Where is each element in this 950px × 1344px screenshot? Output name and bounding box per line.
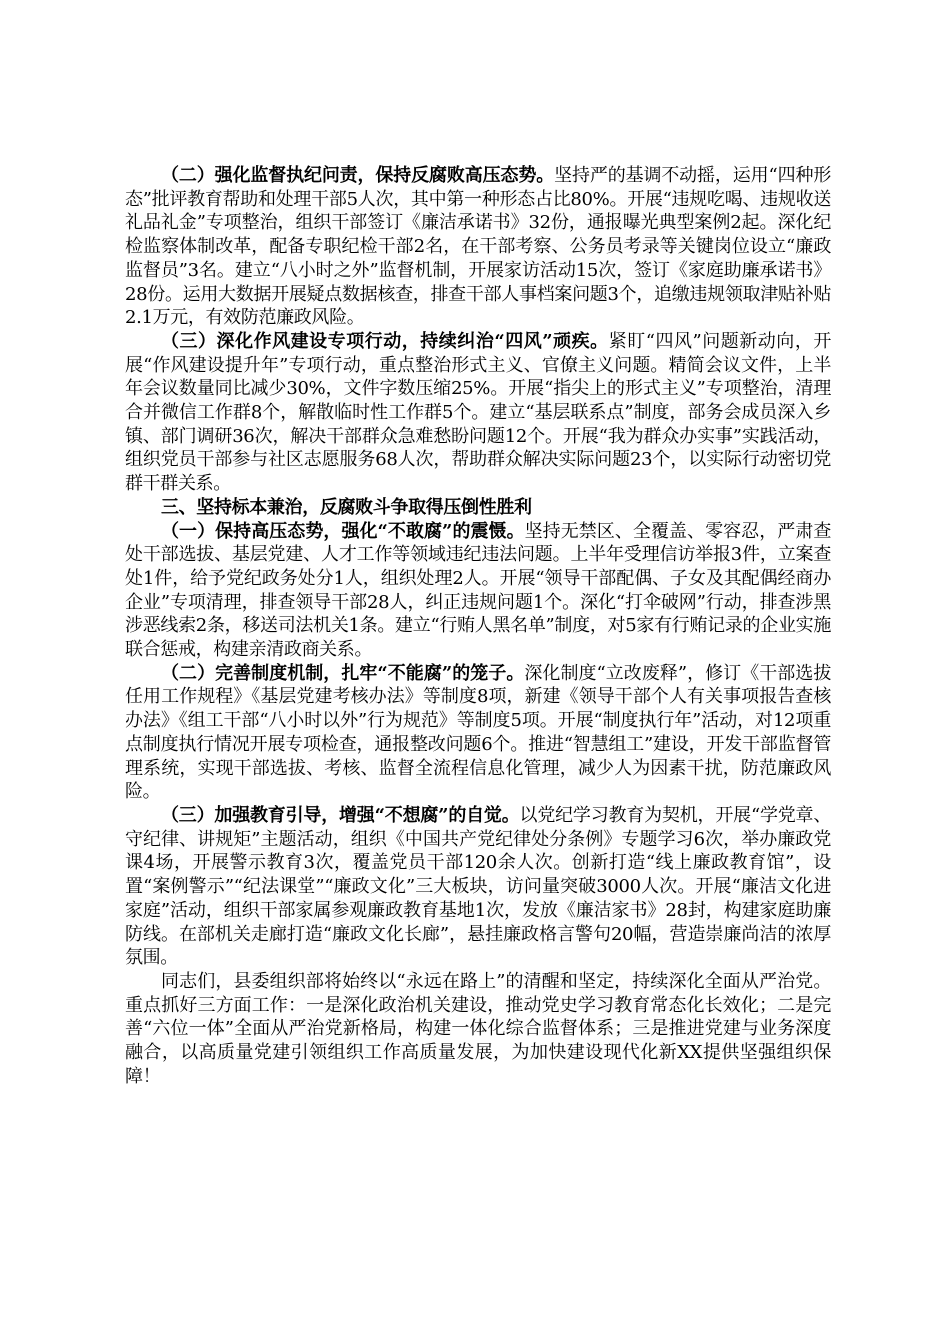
paragraph-dare-not bbox=[125, 520, 831, 662]
paragraph-body: 坚持严的基调不动摇，运用“四种形态”批评教育帮助和处理干部5人次，其中第一种形态占比80%。开展“违规吃喝、违规收送礼品礼金”专项整治，组织干部签订《廉洁承诺书》32份，通报曝光典型案例2起。深化纪检监察体制改革，配备专职纪检干部2名，在干部考察、公务员考录等关键岗位设立“廉政监督员”3名。建立“八小时之外”监督机制，开展家访活动15次，签订《家庭助廉承诺书》28份。运用大数据开展疑点数据核查，排查干部人事档案问题3个，追缴违规领取津贴补贴2.1万元，有效防范廉政风险。 bbox=[125, 165, 831, 329]
paragraph-work-style bbox=[125, 330, 831, 496]
paragraph-lead: （三）加强教育引导，增强“不想腐”的自觉。 bbox=[161, 804, 520, 826]
paragraph-lead: （二）强化监督执纪问责，保持反腐败高压态势。 bbox=[161, 165, 555, 186]
paragraph-supervision bbox=[125, 164, 831, 330]
paragraph-lead: （一）保持高压态势，强化“不敢腐”的震慑。 bbox=[161, 520, 525, 542]
section-heading: 三、坚持标本兼治，反腐败斗争取得压倒性胜利 bbox=[161, 496, 532, 518]
document-page bbox=[125, 164, 831, 1088]
paragraph-closing bbox=[125, 970, 831, 1089]
paragraph-lead: （三）深化作风建设专项行动，持续纠治“四风”顽疾。 bbox=[161, 330, 609, 352]
paragraph-body: 以党纪学习教育为契机，开展“学党章、守纪律、讲规矩”主题活动，组织《中国共产党纪律处分条例》专题学习6次，举办廉政党课4场，开展警示教育3次，覆盖党员干部120余人次。创新打造“线上廉政教育馆”，设置“案例警示”“纪法课堂”“廉政文化”三大板块，访问量突破3000人次。开展“廉洁文化进家庭”活动，组织干部家属参观廉政教育基地1次，发放《廉洁家书》28封，构建家庭助廉防线。在部机关走廊打造“廉政文化长廊”，悬挂廉政格言警句20幅，营造崇廉尚洁的浓厚氛围。 bbox=[125, 804, 831, 969]
paragraph-body: 紧盯“四风”问题新动向，开展“作风建设提升年”专项行动，重点整治形式主义、官僚主义问题。精简会议文件，上半年会议数量同比减少30%，文件字数压缩25%。开展“指尖上的形式主义”专项整治，清理合并微信工作群8个，解散临时性工作群5个。建立“基层联系点”制度，部务会成员深入乡镇、部门调研36次，解决干部群众急难愁盼问题12个。开展“我为群众办实事”实践活动，组织党员干部参与社区志愿服务68人次，帮助群众解决实际问题23个，以实际行动密切党群干群关系。 bbox=[125, 330, 831, 495]
paragraph-body: 同志们，县委组织部将始终以“永远在路上”的清醒和坚定，持续深化全面从严治党。重点抓好三方面工作：一是深化政治机关建设，推动党史学习教育常态化长效化；二是完善“六位一体”全面从严治党新格局，构建一体化综合监督体系；三是推进党建与业务深度融合，以高质量党建引领组织工作高质量发展，为加快建设现代化新XX提供坚强组织保障！ bbox=[125, 970, 831, 1087]
paragraph-will-not bbox=[125, 804, 831, 970]
paragraph-body: 坚持无禁区、全覆盖、零容忍，严肃查处干部选拔、基层党建、人才工作等领域违纪违法问题。上半年受理信访举报3件，立案查处1件，给予党纪政务处分1人，组织处理2人。开展“领导干部配偶、子女及其配偶经商办企业”专项清理，排查领导干部28人，纠正违规问题1个。深化“打伞破网”行动，排查涉黑涉恶线索2条，移送司法机关1条。建立“行贿人黑名单”制度，对5家有行贿记录的企业实施联合惩戒，构建亲清政商关系。 bbox=[125, 520, 831, 661]
paragraph-body: 深化制度“立改废释”，修订《干部选拔任用工作规程》《基层党建考核办法》等制度8项，新建《领导干部个人有关事项报告查核办法》《组工干部“八小时以外”行为规范》等制度5项。开展“制度执行年”活动，对12项重点制度执行情况开展专项检查，通报整改问题6个。推进“智慧组工”建设，开发干部监督管理系统，实现干部选拔、考核、监督全流程信息化管理，减少人为因素干扰，防范廉政风险。 bbox=[125, 662, 831, 803]
paragraph-cannot bbox=[125, 662, 831, 804]
paragraph-lead: （二）完善制度机制，扎牢“不能腐”的笼子。 bbox=[161, 662, 525, 684]
